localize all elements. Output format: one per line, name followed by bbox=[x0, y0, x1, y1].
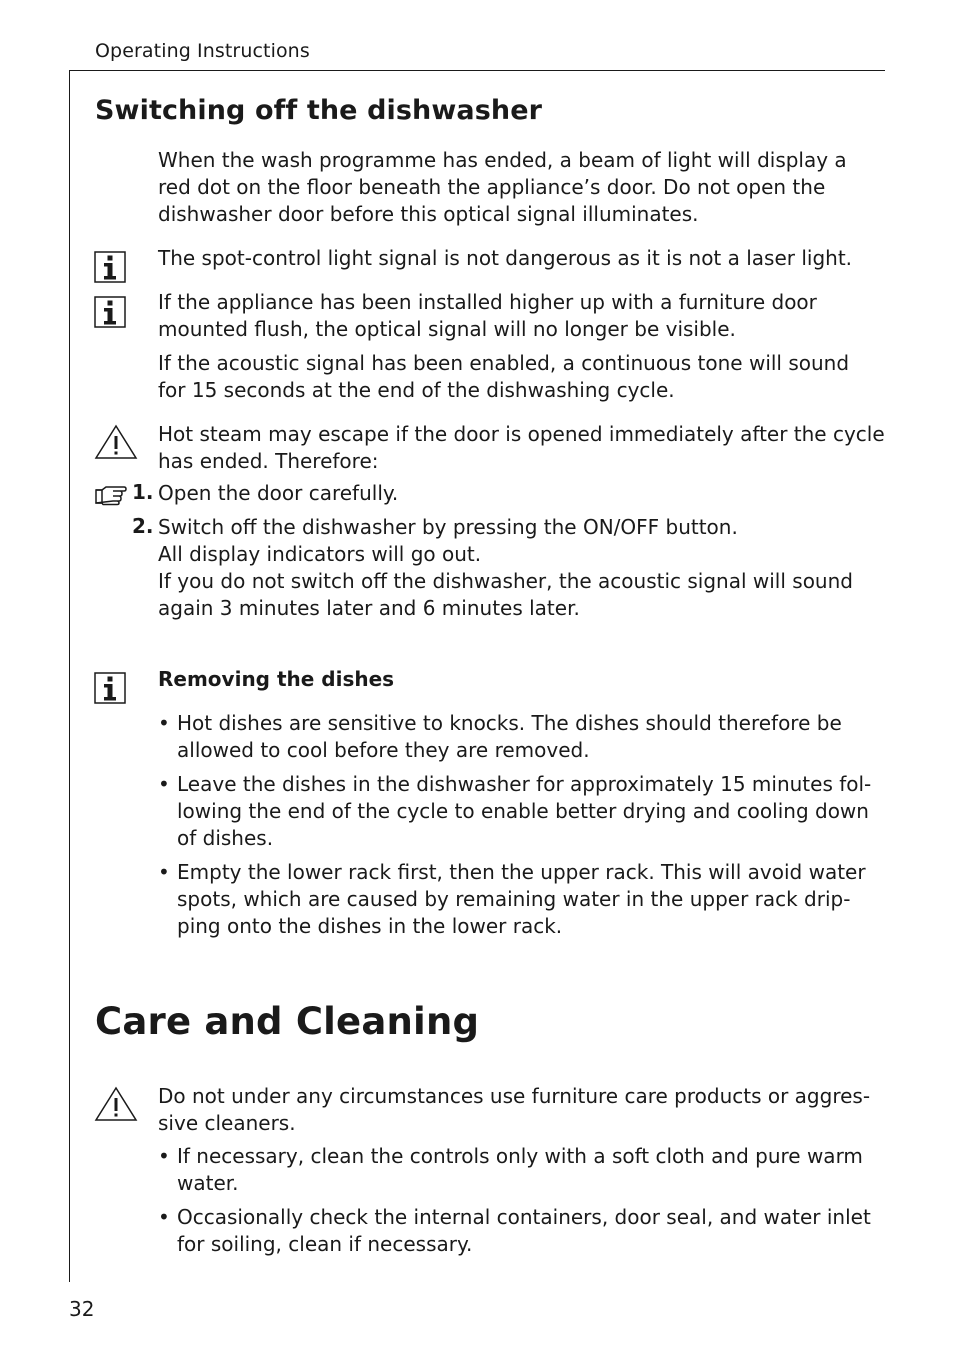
list-item bbox=[158, 1143, 863, 1197]
text-line: dishwasher door before this optical signal illuminates. bbox=[158, 202, 699, 226]
text-line: Hot dishes are sensitive to knocks. The dishes should therefore be bbox=[177, 711, 842, 735]
text-line: Empty the lower rack first, then the upper rack. This will avoid water bbox=[177, 860, 866, 884]
list-item bbox=[158, 771, 872, 852]
text-line: lowing the end of the cycle to enable better drying and cooling down bbox=[177, 799, 869, 823]
info-icon bbox=[94, 251, 126, 283]
text-line: Hot steam may escape if the door is opened immediately after the cycle bbox=[158, 422, 885, 446]
text-line: All display indicators will go out. bbox=[158, 542, 482, 566]
text-line: has ended. Therefore: bbox=[158, 449, 379, 473]
subsection-title-removing-dishes: Removing the dishes bbox=[158, 667, 395, 691]
text-line: The spot-control light signal is not dangerous as it is not a laser light. bbox=[158, 246, 853, 270]
text-line: If you do not switch off the dishwasher, the acoustic signal will sound bbox=[158, 569, 853, 593]
text-line: sive cleaners. bbox=[158, 1111, 296, 1135]
header-rule bbox=[69, 70, 885, 71]
text-line: Switch off the dishwasher by pressing the ON/OFF button. bbox=[158, 515, 738, 539]
text-line: for 15 seconds at the end of the dishwashing cycle. bbox=[158, 378, 675, 402]
text-line: red dot on the floor beneath the appliance’s door. Do not open the bbox=[158, 175, 826, 199]
info-paragraph-laser bbox=[158, 245, 863, 272]
step-1-text bbox=[158, 480, 863, 507]
chapter-title-care-and-cleaning: Care and Cleaning bbox=[95, 1000, 480, 1043]
bullet-marker: • bbox=[158, 711, 170, 735]
acoustic-paragraph bbox=[158, 350, 863, 404]
text-line: water. bbox=[177, 1171, 239, 1195]
warning-triangle-icon bbox=[94, 424, 138, 460]
text-line: mounted flush, the optical signal will no longer be visible. bbox=[158, 317, 736, 341]
text-line: spots, which are caused by remaining water in the upper rack drip- bbox=[177, 887, 851, 911]
bullet-marker: • bbox=[158, 1205, 170, 1229]
text-line: allowed to cool before they are removed. bbox=[177, 738, 590, 762]
warning-paragraph-cleaners bbox=[158, 1083, 871, 1137]
section-title-switching-off: Switching off the dishwasher bbox=[95, 95, 543, 126]
step-number: 2. bbox=[132, 514, 154, 538]
text-line: Occasionally check the internal containers, door seal, and water inlet bbox=[177, 1205, 871, 1229]
text-line: When the wash programme has ended, a beam of light will display a bbox=[158, 148, 847, 172]
info-icon bbox=[94, 296, 126, 328]
step-number: 1. bbox=[132, 480, 154, 504]
warning-paragraph-steam bbox=[158, 421, 885, 475]
margin-rule bbox=[69, 70, 70, 1282]
list-item bbox=[158, 1204, 871, 1258]
bullet-marker: • bbox=[158, 860, 170, 884]
page-number: 32 bbox=[69, 1297, 95, 1321]
list-item bbox=[158, 859, 866, 940]
list-item bbox=[158, 710, 863, 764]
text-line: If necessary, clean the controls only with a soft cloth and pure warm bbox=[177, 1144, 863, 1168]
intro-paragraph bbox=[158, 147, 863, 228]
text-line: If the acoustic signal has been enabled, a continuous tone will sound bbox=[158, 351, 850, 375]
text-line: of dishes. bbox=[177, 826, 274, 850]
warning-triangle-icon bbox=[94, 1086, 138, 1122]
pointing-hand-icon bbox=[94, 484, 128, 506]
running-header: Operating Instructions bbox=[95, 40, 310, 62]
text-line: Leave the dishes in the dishwasher for approximately 15 minutes fol- bbox=[177, 772, 872, 796]
bullet-marker: • bbox=[158, 772, 170, 796]
text-line: ping onto the dishes in the lower rack. bbox=[177, 914, 563, 938]
step-2-text bbox=[158, 514, 863, 622]
info-paragraph-installation bbox=[158, 289, 863, 343]
info-icon bbox=[94, 672, 126, 704]
text-line: Do not under any circumstances use furniture care products or aggres- bbox=[158, 1084, 871, 1108]
bullet-marker: • bbox=[158, 1144, 170, 1168]
text-line: again 3 minutes later and 6 minutes later. bbox=[158, 596, 580, 620]
text-line: Open the door carefully. bbox=[158, 481, 399, 505]
text-line: for soiling, clean if necessary. bbox=[177, 1232, 473, 1256]
text-line: If the appliance has been installed higher up with a furniture door bbox=[158, 290, 817, 314]
